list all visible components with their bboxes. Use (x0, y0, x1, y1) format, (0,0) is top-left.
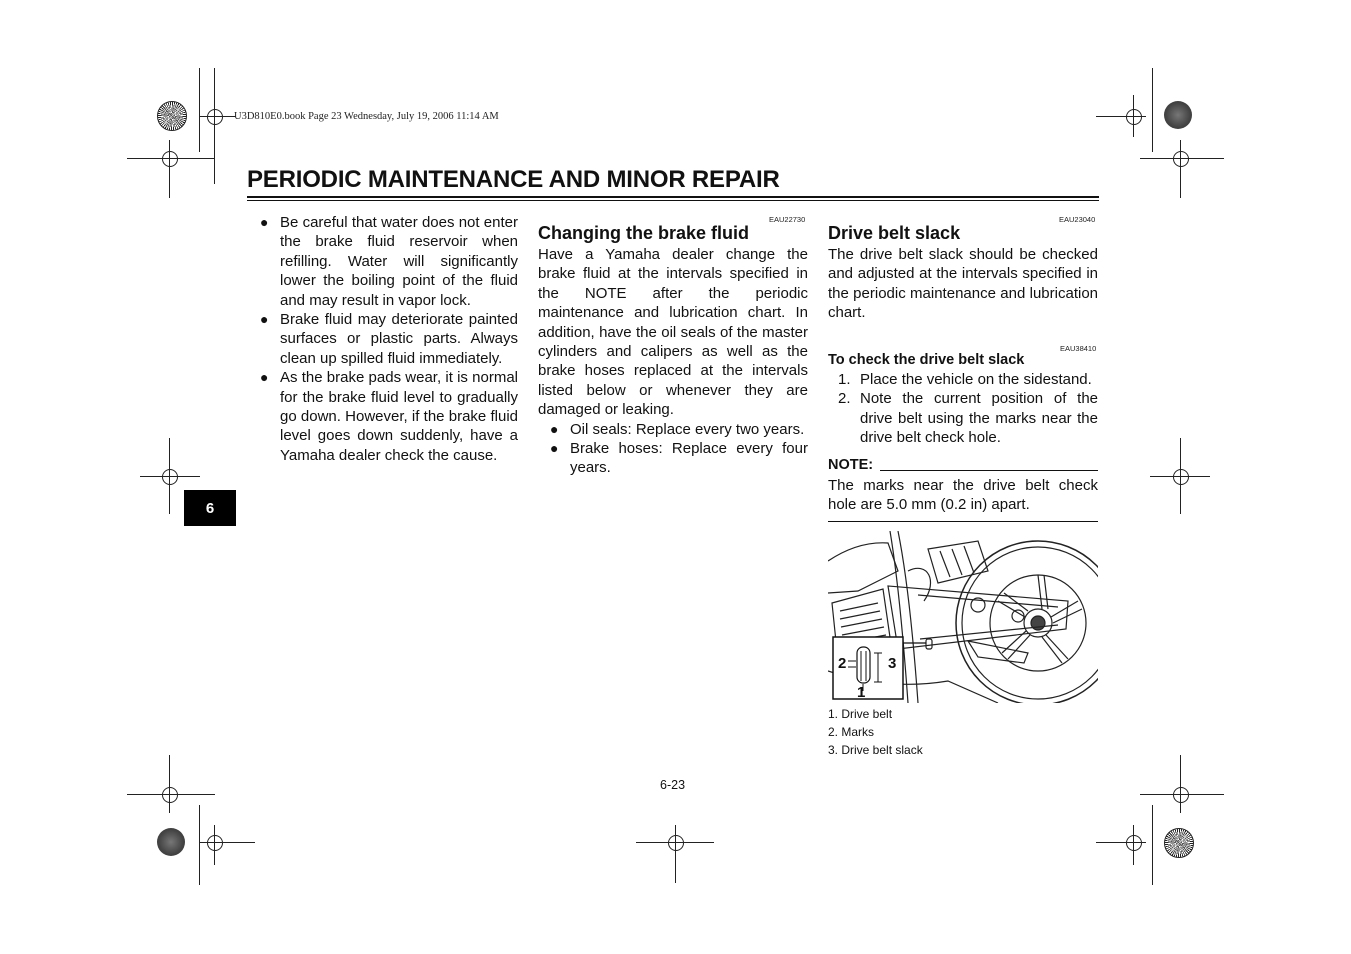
rosette-icon (157, 828, 185, 856)
file-info: U3D810E0.book Page 23 Wednesday, July 19, 2006 11:14 AM (234, 111, 499, 122)
section-code: EAU22730 (769, 215, 806, 224)
caption-item: 2. Marks (828, 724, 875, 739)
bullet-icon: ● (260, 214, 269, 230)
bullet-icon: ● (550, 420, 559, 437)
bullet-text: As the brake pads wear, it is normal for the brake fluid level to gradually go down. However, if the brake fluid level goes down suddenly, have a Yamaha dealer check the cause. (280, 369, 518, 464)
caption-item: 1. Drive belt (828, 707, 893, 721)
column-1 (258, 213, 518, 465)
steps-list (828, 370, 1098, 448)
section-code: EAU38410 (1060, 344, 1097, 353)
list-item (548, 420, 808, 439)
list-item (258, 213, 518, 310)
step-number: 1. (838, 371, 851, 388)
step-number: 2. (838, 390, 851, 408)
subsection-heading: To check the drive belt slack (828, 352, 1025, 368)
title-rule (247, 196, 1099, 198)
bullet-icon: ● (260, 369, 269, 386)
section-code: EAU23040 (1059, 215, 1096, 224)
list-item (828, 370, 1098, 389)
chapter-tab: 6 (184, 490, 236, 526)
bullet-text: Brake hoses: Replace every four years. (570, 440, 808, 477)
rosette-icon (157, 101, 187, 131)
drive-belt-illustration (828, 531, 1098, 703)
figure-label: 1 (857, 684, 866, 701)
section-heading: Changing the brake fluid (538, 223, 750, 243)
note-end-rule (828, 521, 1098, 522)
step-text: Place the vehicle on the sidestand. (860, 371, 1092, 388)
bullet-text: Oil seals: Replace every two years. (570, 420, 805, 438)
page-number: 6-23 (660, 778, 686, 792)
bullet-icon: ● (550, 440, 559, 457)
section-heading: Drive belt slack (828, 223, 961, 243)
rosette-icon (1164, 828, 1194, 858)
note-text: The marks near the drive belt check hole are 5.0 mm (0.2 in) apart. (828, 477, 1098, 514)
caption-item: 3. Drive belt slack (828, 742, 923, 757)
list-item (548, 439, 808, 478)
rosette-icon (1164, 101, 1192, 129)
figure-label: 3 (888, 655, 897, 672)
list-item (258, 368, 518, 465)
title-rule (247, 200, 1099, 201)
column-2 (538, 245, 808, 478)
list-item (828, 389, 1098, 447)
drive-belt-figure (828, 531, 1098, 703)
section-body: The drive belt slack should be checked and adjusted at the intervals specified in the periodic maintenance and lubrication chart. (828, 246, 1098, 322)
list-item (258, 310, 518, 368)
note-body (828, 476, 1098, 515)
page-title: PERIODIC MAINTENANCE AND MINOR REPAIR (247, 166, 780, 193)
column-3-body (828, 245, 1098, 323)
figure-captions (828, 706, 923, 759)
note-rule (880, 470, 1098, 471)
figure-label: 2 (838, 655, 847, 672)
step-text: Note the current position of the drive belt using the marks near the drive belt check hole. (860, 390, 1098, 447)
note-label: NOTE: (828, 457, 874, 473)
section-body: Have a Yamaha dealer change the brake fluid at the intervals specified in the NOTE after the periodic maintenance and lubrication chart. In addition, have the oil seals of the master cylinders and calipers as well as the brake hoses replaced at the intervals listed below or whenever they are damaged or leaking. (538, 246, 808, 419)
bullet-icon: ● (260, 311, 269, 328)
bullet-text: Be careful that water does not enter the brake fluid reservoir when refilling. Water will significantly lower the boiling point of the fluid and may result in vapor lock. (280, 214, 518, 309)
bullet-text: Brake fluid may deteriorate painted surfaces or plastic parts. Always clean up spilled fluid immediately. (280, 311, 518, 367)
